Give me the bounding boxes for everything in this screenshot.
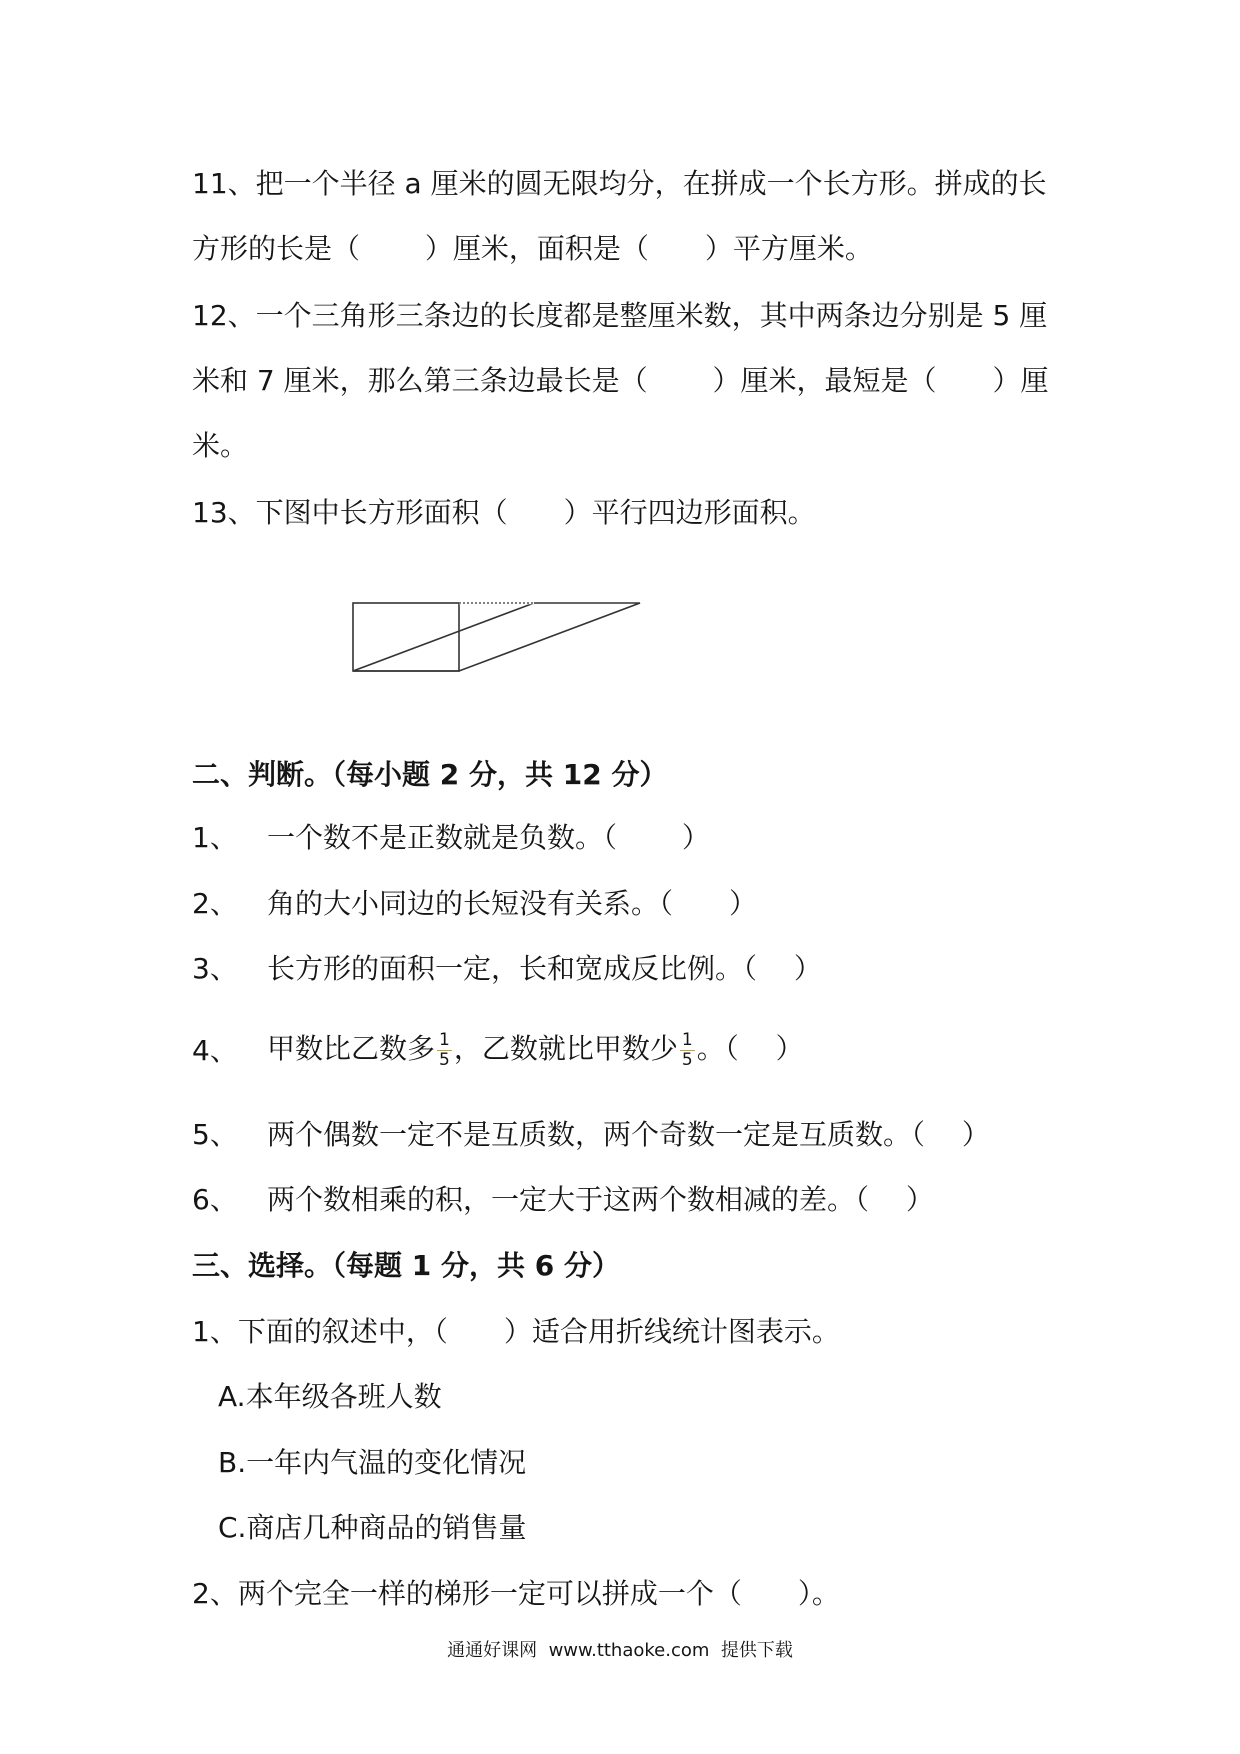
- rectangle-parallelogram-figure: [340, 590, 660, 690]
- judgment-item-number: 2、: [192, 887, 238, 920]
- q13-line-1: 13、下图中长方形面积（ ）平行四边形面积。: [192, 496, 816, 529]
- choice-q1-stem: 1、下面的叙述中，（ ）适合用折线统计图表示。: [192, 1315, 840, 1348]
- judgment-item-text: [267, 1025, 804, 1073]
- fraction-denominator: 5: [439, 1049, 450, 1070]
- judgment-item-text: 长方形的面积一定，长和宽成反比例。（ ）: [267, 952, 822, 985]
- judgment-item-text: 两个数相乘的积，一定大于这两个数相减的差。（ ）: [267, 1183, 934, 1216]
- fraction-numerator: 1: [681, 1029, 693, 1050]
- judgment-item-number: 6、: [192, 1183, 238, 1216]
- fraction-one-fifth: [680, 1031, 695, 1070]
- figure-parallelogram: [353, 603, 640, 671]
- choice-heading: 三、选择。（每题 1 分，共 6 分）: [192, 1249, 620, 1282]
- judgment-item-number: 4、: [192, 1034, 238, 1067]
- judgment-item-text: 一个数不是正数就是负数。（ ）: [267, 821, 710, 854]
- q11-line-1: 11、把一个半径 a 厘米的圆无限均分，在拼成一个长方形。拼成的长: [192, 167, 1047, 200]
- q12-line-3: 米。: [192, 429, 249, 462]
- choice-q1-option-a: A.本年级各班人数: [218, 1380, 442, 1413]
- text-after: 。（ ）: [696, 1032, 804, 1065]
- text-middle: ，乙数就比甲数少: [453, 1032, 678, 1065]
- fraction-one-fifth: [437, 1031, 452, 1070]
- judgment-heading: 二、判断。（每小题 2 分，共 12 分）: [192, 758, 668, 791]
- fraction-denominator: 5: [681, 1049, 693, 1070]
- judgment-item-text: 角的大小同边的长短没有关系。（ ）: [267, 887, 758, 920]
- judgment-item-number: 1、: [192, 821, 238, 854]
- page-footer: 通通好课网 www.tthaoke.com 提供下载: [447, 1640, 793, 1661]
- judgment-item-number: 5、: [192, 1118, 238, 1151]
- q12-line-1: 12、一个三角形三条边的长度都是整厘米数，其中两条边分别是 5 厘: [192, 299, 1048, 332]
- q12-line-2: 米和 7 厘米，那么第三条边最长是（ ）厘米，最短是（ ）厘: [192, 364, 1049, 397]
- judgment-item-text: 两个偶数一定不是互质数，两个奇数一定是互质数。（ ）: [267, 1118, 990, 1151]
- choice-q1-option-c: C.商店几种商品的销售量: [218, 1511, 527, 1544]
- fraction-numerator: 1: [439, 1029, 450, 1050]
- choice-q2-stem: 2、两个完全一样的梯形一定可以拼成一个（ ）。: [192, 1577, 840, 1610]
- text-before: 甲数比乙数多: [267, 1032, 436, 1065]
- judgment-item-number: 3、: [192, 952, 238, 985]
- q11-line-2: 方形的长是（ ）厘米，面积是（ ）平方厘米。: [192, 232, 873, 265]
- choice-q1-option-b: B.一年内气温的变化情况: [218, 1446, 527, 1479]
